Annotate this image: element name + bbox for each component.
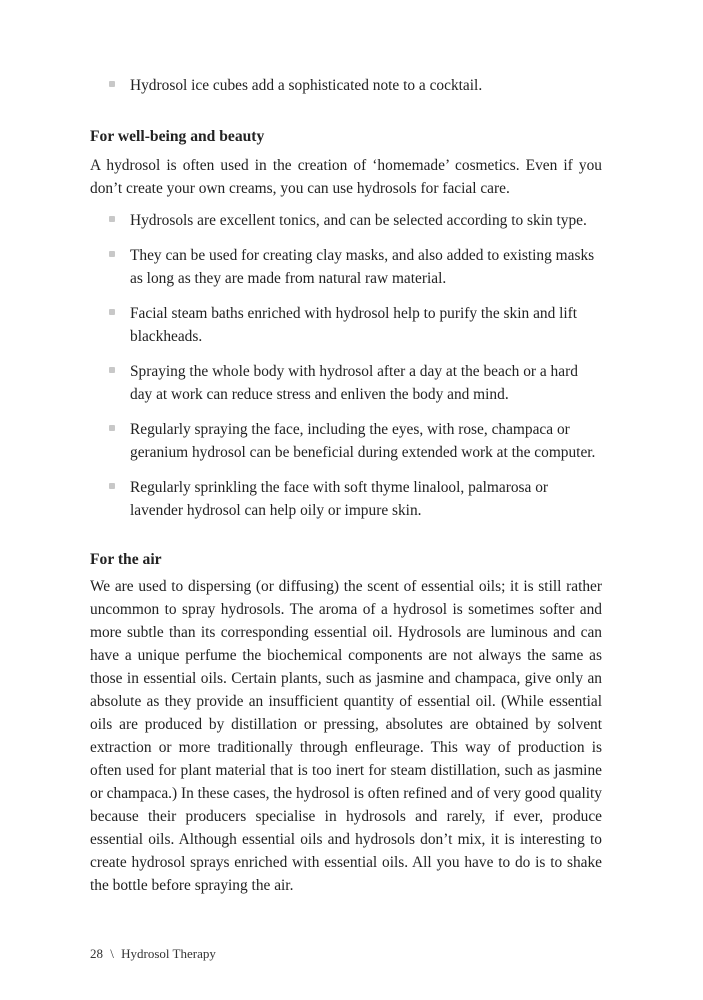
- list-item: [90, 418, 602, 464]
- wellbeing-intro-paragraph: A hydrosol is often used in the creation of ‘homemade’ cosmetics. Even if you don’t create your own creams, you can use hydrosols for facial care.: [90, 157, 602, 197]
- list-item: [90, 74, 602, 97]
- bullet-text: Regularly spraying the face, including the eyes, with rose, champaca or geranium hydrosol can be beneficial during extended work at the computer.: [130, 421, 596, 461]
- bullet-text: They can be used for creating clay masks, and also added to existing masks as long as they are made from natural raw material.: [130, 247, 595, 287]
- bullet-text: Regularly sprinkling the face with soft thyme linalool, palmarosa or lavender hydrosol can help oily or impure skin.: [130, 479, 549, 519]
- list-item: [90, 244, 602, 290]
- top-bullet-list: [90, 74, 602, 97]
- list-item: [90, 360, 602, 406]
- bullet-marker-icon: [109, 425, 115, 431]
- bullet-marker-icon: [109, 309, 115, 315]
- bullet-text: Facial steam baths enriched with hydrosol help to purify the skin and lift blackheads.: [130, 305, 578, 345]
- wellbeing-bullet-list: [90, 209, 602, 522]
- bullet-marker-icon: [109, 216, 115, 222]
- running-title: Hydrosol Therapy: [121, 946, 216, 961]
- footer-separator: \: [110, 946, 114, 961]
- bullet-marker-icon: [109, 367, 115, 373]
- air-paragraph: We are used to dispersing (or diffusing) the scent of essential oils; it is still rather uncommon to spray hydrosols. The aroma of a hydrosol is sometimes softer and more subtle than its corresponding essential oil. Hydrosols are luminous and can have a unique perfume the biochemical components are not always the same as those in essential oils. Certain plants, such as jasmine and champaca, give only an absolute as they provide an insufficient quantity of essential oil. (While essential oils are produced by distillation or pressing, absolutes are obtained by solvent extraction or more traditionally through enfleurage. This way of production is often used for plant material that is too inert for steam distillation, such as jasmine or champaca.) In these cases, the hydrosol is often refined and of very good quality because their producers specialise in hydrosols and rarely, if ever, produce essential oils. Although essential oils and hydrosols don’t mix, it is interesting to create hydrosol sprays enriched with essential oils. All you have to do is to shake the bottle before spraying the air.: [90, 578, 602, 894]
- bullet-marker-icon: [109, 483, 115, 489]
- page-number: 28: [90, 946, 103, 961]
- bullet-text: Spraying the whole body with hydrosol after a day at the beach or a hard day at work can reduce stress and enliven the body and mind.: [130, 363, 578, 403]
- bullet-marker-icon: [109, 251, 115, 257]
- bullet-text: Hydrosols are excellent tonics, and can be selected according to skin type.: [130, 212, 587, 229]
- list-item: [90, 476, 602, 522]
- bullet-marker-icon: [109, 81, 115, 87]
- list-item: [90, 302, 602, 348]
- page-footer: [90, 946, 216, 962]
- section-heading-air: For the air: [90, 551, 162, 568]
- list-item: [90, 209, 602, 232]
- bullet-text: Hydrosol ice cubes add a sophisticated note to a cocktail.: [130, 77, 483, 94]
- page-content: [90, 74, 602, 897]
- section-heading-wellbeing: For well-being and beauty: [90, 128, 265, 145]
